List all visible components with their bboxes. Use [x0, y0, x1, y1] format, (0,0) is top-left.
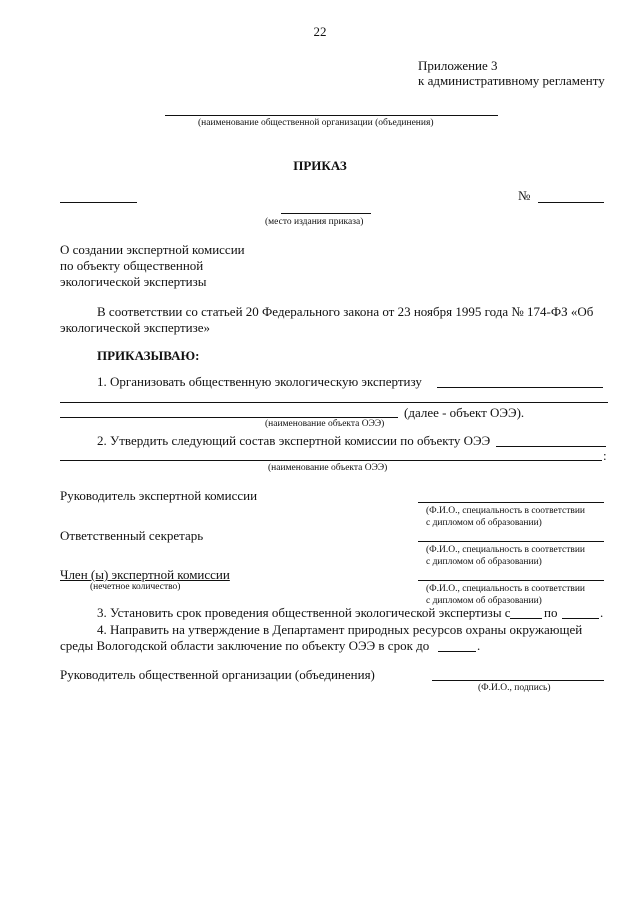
subject-line-2: по объекту общественной	[60, 258, 204, 273]
head-fio-caption-2: с дипломом об образовании)	[426, 518, 542, 528]
item-2-colon: :	[603, 448, 607, 463]
item-1-object-line	[60, 417, 398, 418]
page-number: 22	[313, 24, 327, 39]
number-sign: №	[518, 188, 531, 203]
number-line	[538, 202, 604, 203]
item-1-caption: (наименование объекта ОЭЭ)	[265, 419, 385, 429]
item-2-caption: (наименование объекта ОЭЭ)	[268, 463, 388, 473]
item-1-text: 1. Организовать общественную экологическую экспертизу	[97, 374, 422, 389]
secretary-fio-caption-2: с дипломом об образовании)	[426, 557, 542, 567]
place-caption: (место издания приказа)	[265, 217, 364, 227]
item-4-line-1: 4. Направить на утверждение в Департамент природных ресурсов охраны окружающей	[97, 622, 583, 637]
org-name-line	[165, 115, 498, 116]
item-1-full-line	[60, 402, 608, 403]
date-line	[60, 202, 137, 203]
head-fio-caption-1: (Ф.И.О., специальность в соответствии	[426, 506, 586, 516]
item-1-tail: (далее - объект ОЭЭ).	[404, 405, 525, 420]
preamble-line-2: экологической экспертизе»	[60, 320, 211, 335]
item-2-blank	[496, 446, 606, 447]
preamble-line-1: В соответствии со статьей 20 Федерального закона от 23 ноября 1995 года № 174-ФЗ «Об	[97, 304, 594, 319]
member-label: Член (ы) экспертной комиссии	[60, 567, 230, 582]
item-3-mid: по	[544, 605, 558, 620]
head-fio-line	[418, 502, 604, 503]
item-4-line-2: среды Вологодской области заключение по объекту ОЭЭ в срок до	[60, 638, 430, 653]
place-line	[281, 213, 371, 214]
item-2-text: 2. Утвердить следующий состав экспертной комиссии по объекту ОЭЭ	[97, 433, 491, 448]
head-label: Руководитель экспертной комиссии	[60, 488, 258, 503]
member-fio-line	[418, 580, 604, 581]
item-1-blank	[437, 387, 603, 388]
secretary-label: Ответственный секретарь	[60, 528, 204, 543]
subject-line-1: О создании экспертной комиссии	[60, 242, 245, 257]
item-3-end: .	[600, 605, 604, 620]
document-title: ПРИКАЗ	[293, 158, 347, 173]
org-name-caption: (наименование общественной организации (объединения)	[198, 118, 434, 128]
appendix-line-2: к административному регламенту	[418, 73, 605, 88]
item-3-text: 3. Установить срок проведения общественной экологической экспертизы с	[97, 605, 511, 620]
item-2-object-line	[60, 460, 602, 461]
item-4-blank	[438, 651, 476, 652]
secretary-fio-caption-1: (Ф.И.О., специальность в соответствии	[426, 545, 586, 555]
signature-caption: (Ф.И.О., подпись)	[478, 683, 551, 693]
signature-line	[432, 680, 604, 681]
item-3-from-blank	[510, 618, 542, 619]
member-note: (нечетное количество)	[90, 582, 181, 592]
member-fio-caption-1: (Ф.И.О., специальность в соответствии	[426, 584, 586, 594]
signature-label: Руководитель общественной организации (объединения)	[60, 667, 375, 682]
member-fio-caption-2: с дипломом об образовании)	[426, 596, 542, 606]
item-3-to-blank	[562, 618, 599, 619]
secretary-fio-line	[418, 541, 604, 542]
appendix-line-1: Приложение 3	[418, 58, 498, 73]
order-word: ПРИКАЗЫВАЮ:	[97, 348, 200, 363]
subject-line-3: экологической экспертизы	[60, 274, 207, 289]
item-4-end: .	[477, 638, 481, 653]
